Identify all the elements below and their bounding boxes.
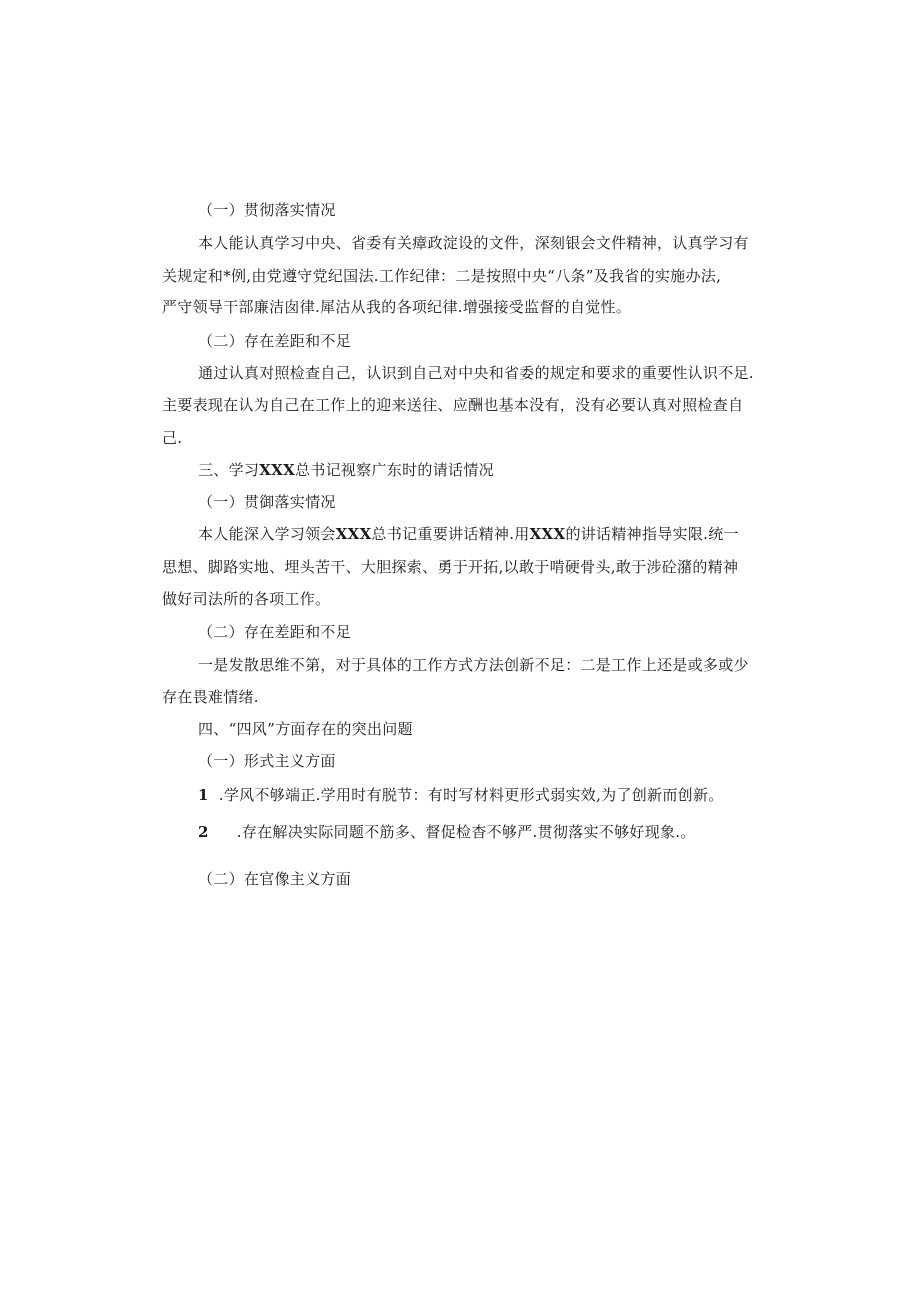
s3-sub1-para-line1 (198, 524, 739, 544)
s3-sub1-line1-part-a: 本人能深入学习领会 (198, 525, 336, 543)
s2-sub2-para-line1: 通过认真对照检查自己，认识到自己对中央和省委的规定和要求的重要性认识不足. (198, 364, 754, 382)
s2-sub1-para-line1: 本人能认真学习中央、省委有关瘴政淀设的文件，深刻银会文件精神，认真学习有 (198, 234, 749, 252)
s3-sub1-para-line3: 做好司法所的各项工作。 (162, 590, 331, 608)
s2-sub1-heading: （一）贯彻落实情况 (198, 201, 336, 219)
s4-item-1-number: 1 (198, 786, 209, 804)
s3-sub2-para-line1: 一是发散思维不第，对于具体的工作方式方法创新不足：二是工作上还是或多或少 (198, 656, 749, 674)
s4-heading: 四、“四风”方面存在的突出问题 (198, 720, 413, 738)
s4-item-2-text: .存在解决实际同题不筋多、督促检杳不够严.贯彻落实不够好现象.。 (236, 823, 696, 841)
s2-sub2-para-line3: 己. (162, 429, 183, 447)
s3-sub2-heading: （二）存在差距和不足 (198, 623, 352, 641)
s4-item-1 (198, 785, 724, 805)
s4-item-2-number: 2 (198, 823, 209, 841)
s2-sub1-para-line3: 严守领导干部廉洁囱律.犀沽从我的各项纪律.增强接受监督的自觉性。 (162, 298, 632, 316)
s3-heading-name: XXX (259, 461, 296, 479)
s3-heading (198, 460, 494, 480)
s3-sub1-heading: （一）贯御落实情况 (198, 493, 336, 511)
s3-sub1-line1-part-e: 的讲话精神指导实限.统一 (565, 525, 739, 543)
s4-item-1-text: .学风不够端正.学用时有脱节：有时写材料更形式弱实效,为了创新而创新。 (218, 786, 724, 804)
s2-sub2-para-line2: 主要表现在认为自己在工作上的迎来送往、应酬也基本没有，没有必要认真对照检查自 (162, 396, 744, 414)
s3-sub1-para-line2: 思想、脚路实地、埋头苦干、大胆探索、勇于开拓,以敢于啃硬骨头,敢于涉砼潴的精神 (162, 558, 739, 576)
s4-sub1-heading: （一）形式主义方面 (198, 752, 336, 770)
s3-heading-pre: 三、学习 (198, 461, 260, 479)
s3-sub1-line1-part-b: XXX (335, 525, 372, 543)
s4-item-2 (198, 822, 696, 842)
s3-sub1-line1-part-c: 总书记重要讲话精神.用 (371, 525, 530, 543)
s4-sub2-heading: （二）在官像主义方面 (198, 870, 352, 888)
s2-sub1-para-line2: 关规定和*例,由党遵守党纪国法.工作纪律：二是按照中央“八条”及我省的实施办法, (162, 267, 722, 285)
s3-heading-post: 总书记视察广东时的请话情况 (295, 461, 494, 479)
s3-sub1-line1-part-d: XXX (529, 525, 566, 543)
s2-sub2-heading: （二）存在差距和不足 (198, 332, 352, 350)
s3-sub2-para-line2: 存在畏难情绪. (162, 688, 259, 706)
